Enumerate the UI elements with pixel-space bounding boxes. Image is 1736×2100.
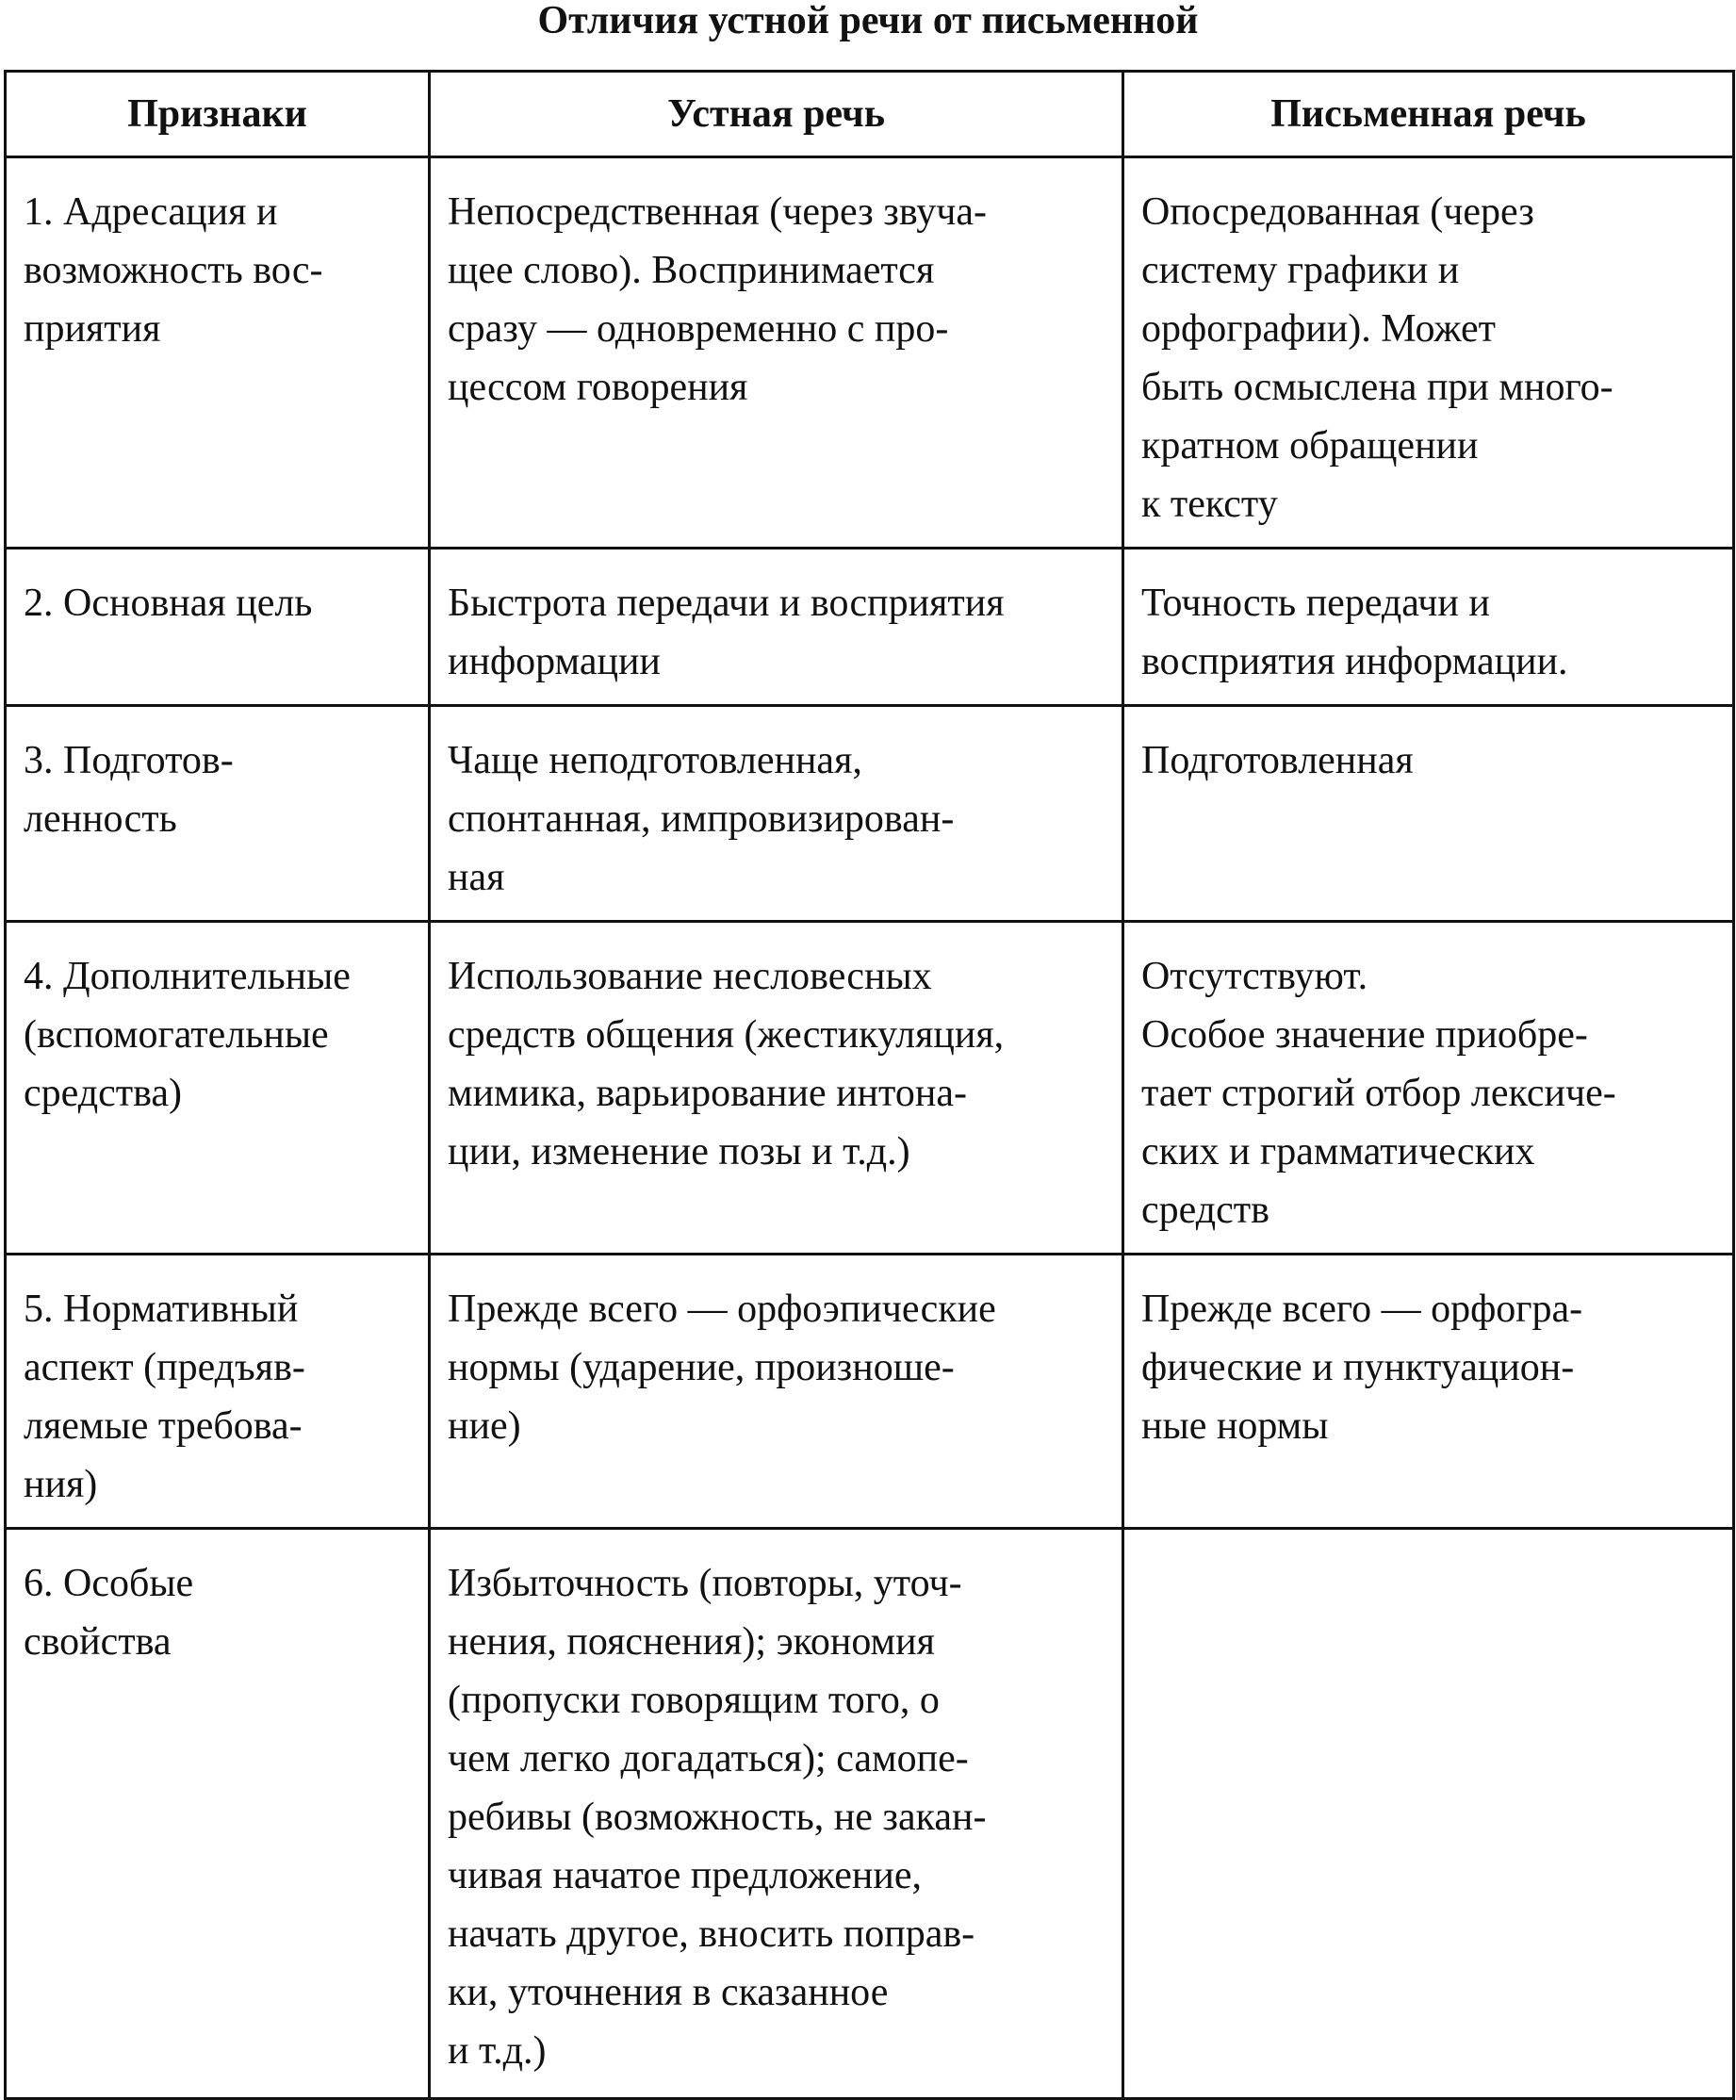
header-oral-speech: Устная речь xyxy=(430,72,1123,157)
written-cell: Опосредованная (через систему графики и орфографии). Может быть осмыслена при много- кратном обращении к тексту xyxy=(1123,157,1734,549)
feature-cell: 4. Дополнительные (вспомогательные средства) xyxy=(6,922,430,1255)
header-written-speech: Письменная речь xyxy=(1123,72,1734,157)
oral-cell: Непосредственная (через звуча- щее слово). Воспринимается сразу — одновременно с про- цессом говорения xyxy=(430,157,1123,549)
header-features: Признаки xyxy=(6,72,430,157)
written-cell: Точность передачи и восприятия информации. xyxy=(1123,549,1734,706)
feature-cell: 5. Нормативный аспект (предъяв- ляемые требова- ния) xyxy=(6,1255,430,1529)
written-cell: Прежде всего — орфогра- фические и пунктуацион- ные нормы xyxy=(1123,1255,1734,1529)
written-cell: Отсутствуют. Особое значение приобре- тает строгий отбор лексиче- ских и грамматических средств xyxy=(1123,922,1734,1255)
written-cell: Подготовленная xyxy=(1123,706,1734,922)
document-title: Отличия устной речи от письменной xyxy=(537,0,1199,42)
oral-cell: Чаще неподготовленная, спонтанная, импровизирован- ная xyxy=(430,706,1123,922)
table-row xyxy=(6,706,1734,922)
table-row xyxy=(6,1255,1734,1529)
written-cell xyxy=(1123,1529,1734,2099)
table-row xyxy=(6,922,1734,1255)
oral-cell: Использование несловесных средств общения (жестикуляция, мимика, варьирование интона- ции, изменение позы и т.д.) xyxy=(430,922,1123,1255)
table-header-row xyxy=(6,72,1734,157)
feature-cell: 6. Особые свойства xyxy=(6,1529,430,2099)
oral-cell: Быстрота передачи и восприятия информации xyxy=(430,549,1123,706)
table-row xyxy=(6,549,1734,706)
oral-cell: Избыточность (повторы, уточ- нения, пояснения); экономия (пропуски говорящим того, о чем легко догадаться); самопе- ребивы (возможность, не закан- чивая начатое предложение, начать другое, вносить поправ- ки, уточнения в сказанное и т.д.) xyxy=(430,1529,1123,2099)
feature-cell: 3. Подготов- ленность xyxy=(6,706,430,922)
feature-cell: 1. Адресация и возможность вос- приятия xyxy=(6,157,430,549)
comparison-table xyxy=(4,70,1735,2100)
table-row xyxy=(6,157,1734,549)
oral-cell: Прежде всего — орфоэпические нормы (ударение, произноше- ние) xyxy=(430,1255,1123,1529)
table-row xyxy=(6,1529,1734,2099)
feature-cell: 2. Основная цель xyxy=(6,549,430,706)
